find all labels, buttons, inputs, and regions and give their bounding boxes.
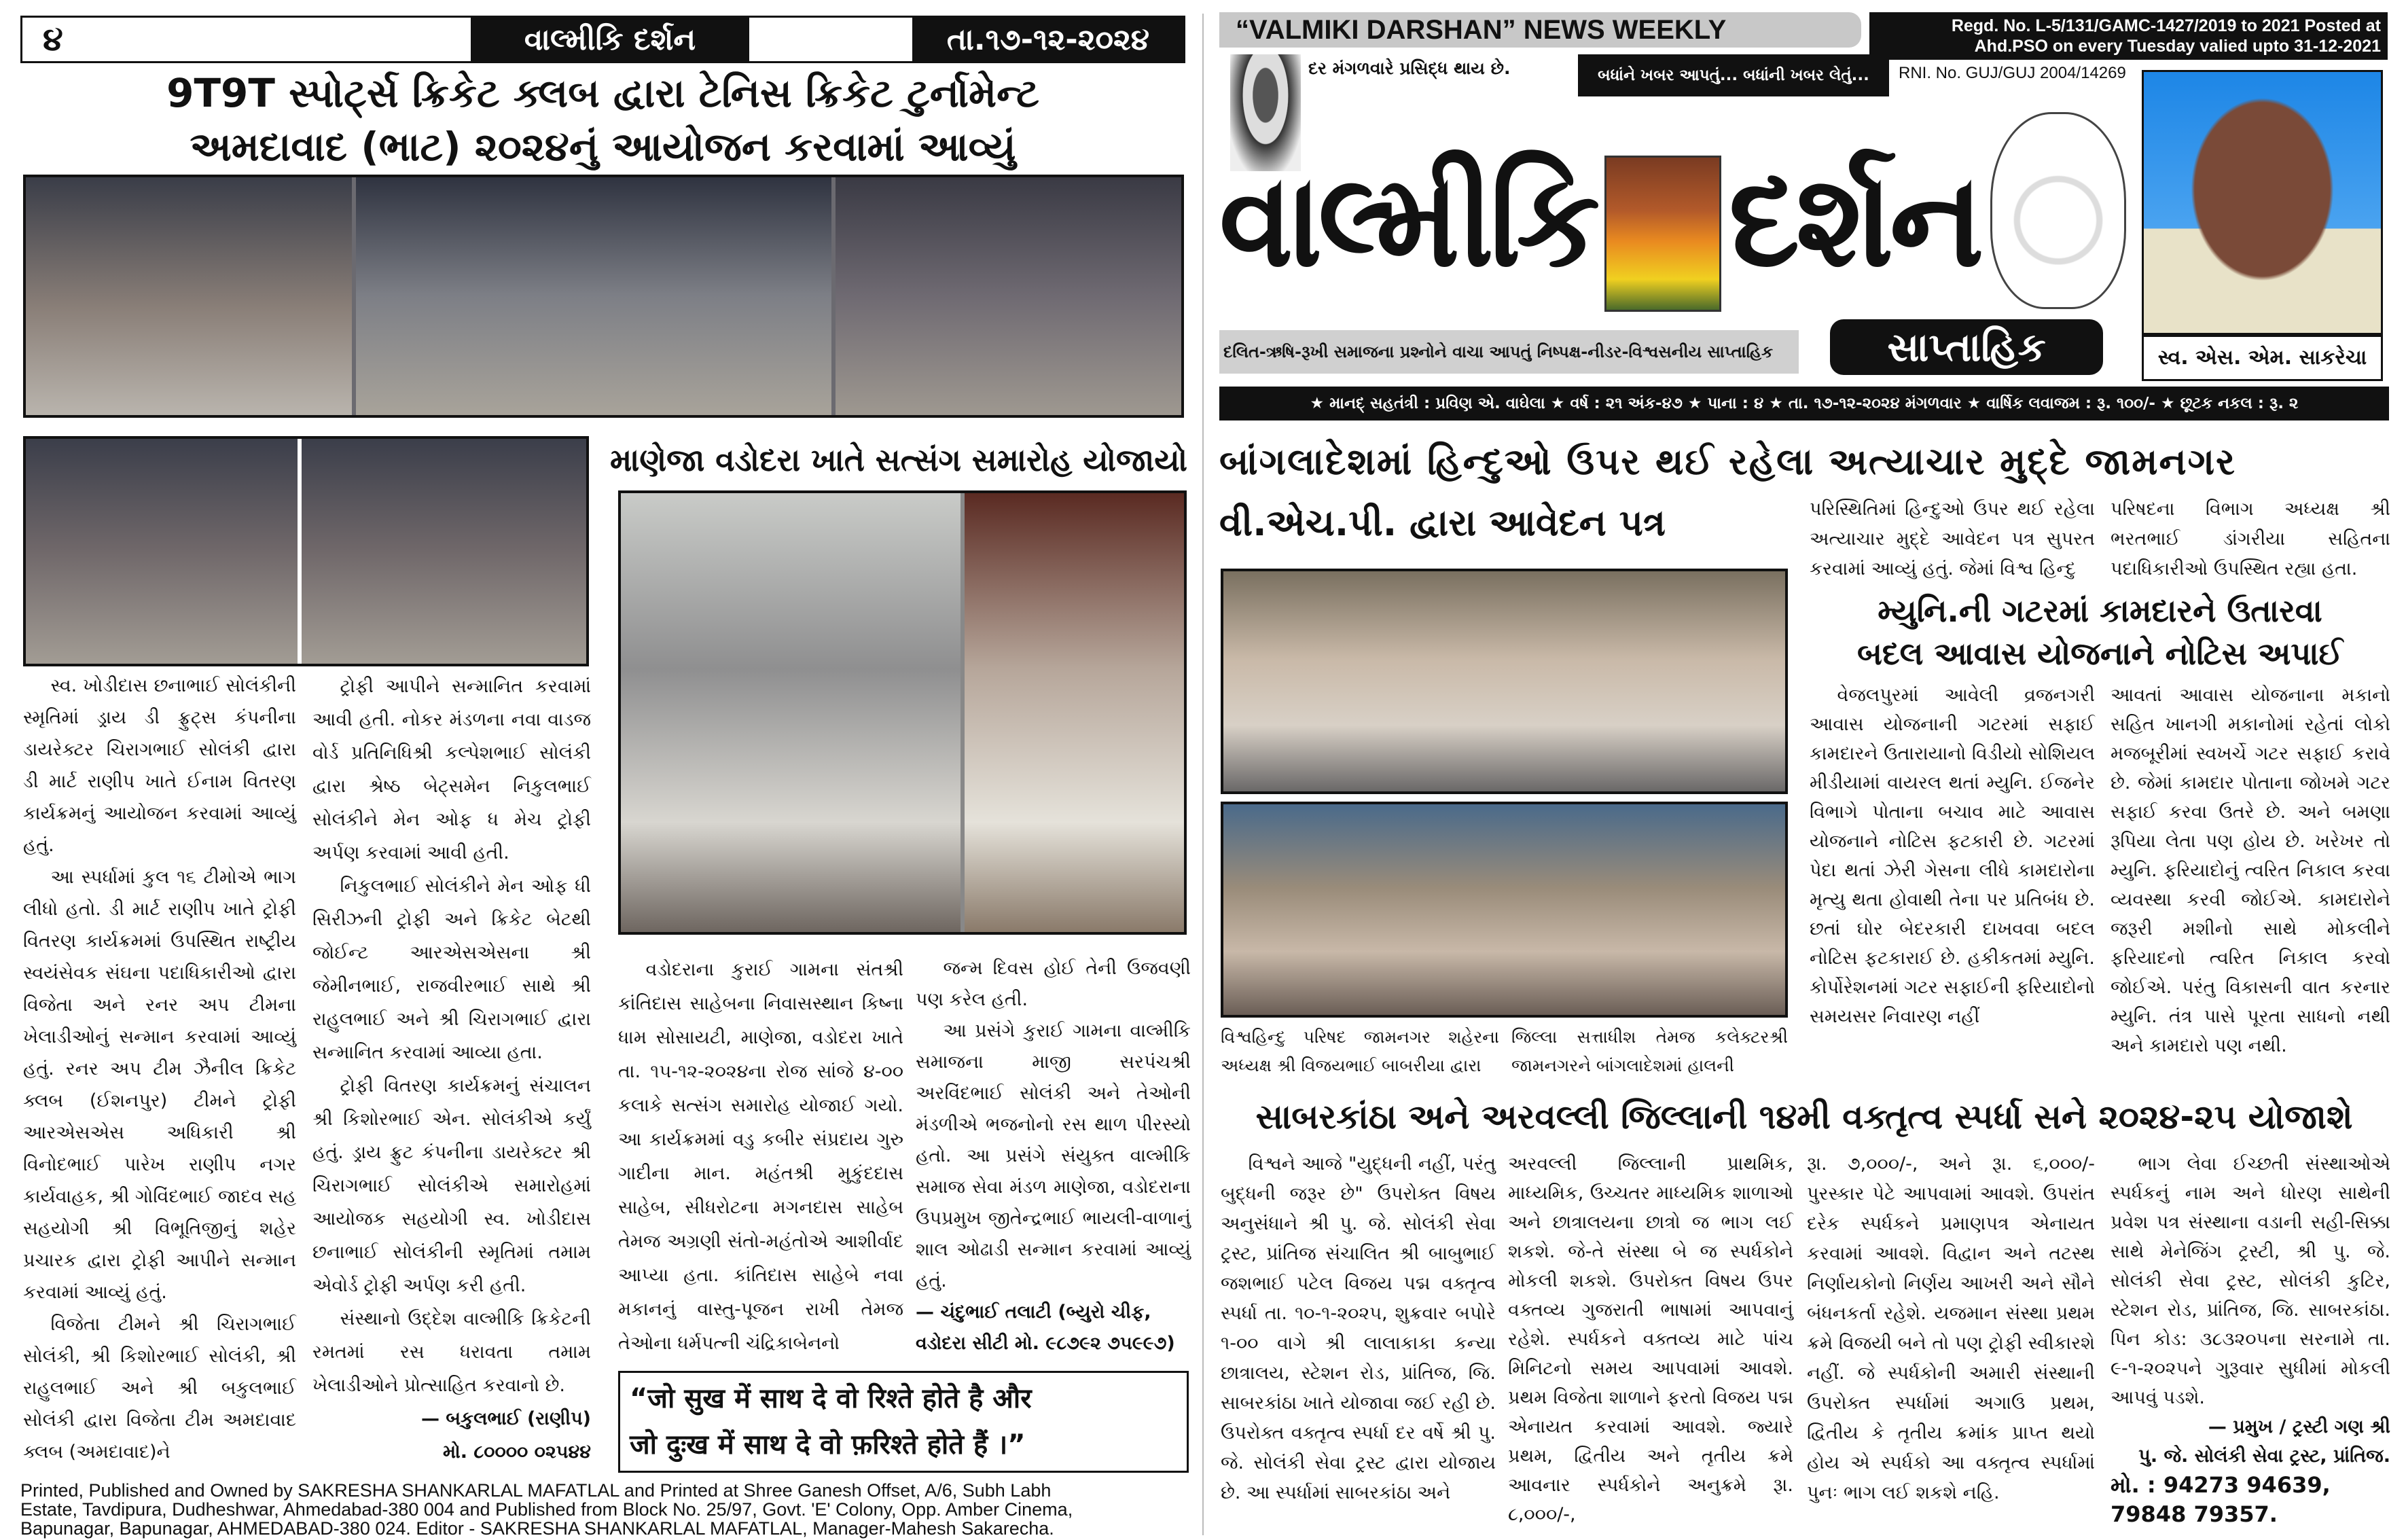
imprint-line-1: Printed, Published and Owned by SAKRESHA SHANKARLAL MAFATLAL and Printed at Shree Ganesh Offset, A/6, Subh Labh <box>20 1480 1052 1501</box>
paragraph: આવતાં આવાસ યોજનાના મકાનો સહિત ખાનગી મકાનોમાં રહેતાં લોકો મજબૂરીમાં સ્વખર્ચે ગટર સફાઈ કરાવે છે. જેમાં કામદાર પોતાના જોખમે ગટર સફાઈ કરવા ઉતરે છે. અને બમણા રૂપિયા લેતા પણ હોય છે. ખરેખર તો મ્યુનિ. ફરિયાદોનું ત્વરિત નિકાલ કરવા વ્યવસ્થા કરવી જોઈએ. કામદારોને જરૂરી મશીનો સાથે મોકલીને ફરિયાદનો ત્વરિત નિકાલ કરવો જોઈએ. પરંતુ વિકાસની વાત કરનાર મ્યુનિ. તંત્ર પાસે પૂરતા સાધનો નથી અને કામદારો પણ નથી. <box>2111 685 2390 1056</box>
byline-phone: મો. ૮૦૦૦૦ ૦૨૫૪૪ <box>442 1441 591 1463</box>
registration-box <box>1869 12 2388 60</box>
vhp-col-2 <box>2111 495 2390 584</box>
paragraph: આ પ્રસંગે કુરાઈ ગામના વાલ્મીકિ સમાજના માજી સરપંચશ્રી અરવિંદભાઈ સોલંકી અને તેઓની મંડળીએ ભજનોનો રસ થાળ પીરસ્યો હતો. આ પ્રસંગે સંયુક્ત વાલ્મીકિ સમાજ સેવા મંડળ માણેજા, વડોદરાના ઉપપ્રમુખ જીતેન્દ્રભાઈ ભાયલી-વાળાનું શાલ ઓઢાડી સન્માન કરવામાં આવ્યું હતું. <box>916 1020 1191 1291</box>
left-page-header <box>20 16 1185 63</box>
cricket-headline-1: 9T9T સ્પોર્ટ્સ ક્રિકેટ ક્લબ દ્વારા ટેનિસ ક્રિકેટ ટુર્નામેન્ટ <box>166 70 1039 116</box>
satsang-headline: માણેજા વડોદરા ખાતે સત્સંગ સમારોહ યોજાયો <box>610 442 1188 478</box>
byline: — બકુલભાઈ (રાણીપ) <box>420 1408 591 1429</box>
cricket-photo-2 <box>23 436 589 666</box>
byline: — ચંદુભાઈ તલાટી (બ્યુરો ચીફ, વડોદરા સીટી મો. ૯૮૭૯૨ ૭૫૯૯૭) <box>916 1302 1175 1354</box>
byline-phone: મો. : 94273 94639, 79848 79357. <box>2111 1472 2331 1527</box>
info-bar-text: ★ માનદ્ સહતંત્રી : પ્રવિણ એ. વાઘેલા ★ વર્ષ : ૨૧ અંક-૪૭ ★ પાના : ૪ ★ તા. ૧૭-૧૨-૨૦૨૪ મંગળવાર ★ વાર્ષિક લવાજમ : રૂ. ૧૦૦/- ★ છૂટક નકલ : રૂ. ૨ <box>1310 395 2299 412</box>
page-divider <box>1202 14 1204 1535</box>
speech-col-2 <box>1508 1149 1793 1529</box>
paragraph: નિકુલભાઈ સોલંકીને મેન ઓફ ધી સિરીઝની ટ્રોફી અને ક્રિકેટ બેટથી જોઈન્ટ આરએસએસના શ્રી જેમીનભાઈ, રાજવીરભાઈ સાથે શ્રી રાહુલભાઈ અને શ્રી ચિરાગભાઈ દ્વારા સન્માનિત કરવામાં આવ્યા હતા. <box>312 876 591 1063</box>
cricket-col-2 <box>312 670 591 1469</box>
registration-line-2: Ahd.PSO on every Tuesday valied upto 31-12-2021 <box>1974 37 2381 56</box>
vhp-photo-2 <box>1221 802 1788 1018</box>
paragraph: વિશ્વને આજે "યુદ્ધની નહીં, પરંતુ બુદ્ધની જરૂર છે" ઉપરોક્ત વિષય અનુસંધાને શ્રી પુ. જે. સોલંકી સેવા ટ્રસ્ટ, પ્રાંતિજ સંચાલિત શ્રી બાબુભાઈ જશભાઈ પટેલ વિજય પદ્મ વક્તૃત્વ સ્પર્ધા તા. ૧૦-૧-૨૦૨૫, શુક્રવાર બપોરે ૧-૦૦ વાગે શ્રી લાલાકાકા કન્યા છાત્રાલય, સ્ટેશન રોડ, પ્રાંતિજ, જિ. સાબરકાંઠા ખાતે યોજાવા જઈ રહી છે. ઉપરોક્ત વક્તૃત્વ સ્પર્ધા દર વર્ષે શ્રી પુ. જે. સોલંકી સેવા ટ્રસ્ટ દ્વારા યોજાય છે. આ સ્પર્ધામાં સાબરકાંઠા અને <box>1221 1153 1496 1503</box>
vhp-caption-2: જિલ્લા સત્તાધીશ તેમજ કલેક્ટરશ્રી જામનગરને બાંગલાદેશમાં હાલની <box>1511 1027 1788 1075</box>
paragraph: સંસ્થાનો ઉદ્દેશ વાલ્મીકિ ક્રિકેટની રમતમાં રસ ધરાવતા તમામ ખેલાડીઓને પ્રોત્સાહિત કરવાનો છે. <box>312 1308 591 1396</box>
founder-caption-text: સ્વ. એસ. એમ. સાકરેચા <box>2157 346 2367 370</box>
paragraph: સ્વ. ખોડીદાસ છનાભાઈ સોલંકીની સ્મૃતિમાં ડ્રાય ડી ફ્રુટ્સ કંપનીના ડાયરેક્ટર ચિરાગભાઈ સોલંકી દ્વારા ડી માર્ટ રાણીપ ખાતે ઈનામ વિતરણ કાર્યક્રમનું આયોજન કરવામાં આવ્યું હતું. <box>23 675 296 856</box>
registration-line-1: Regd. No. L-5/131/GAMC-1427/2019 to 2021 Posted at <box>1951 16 2381 35</box>
vhp-col-1 <box>1810 495 2095 584</box>
gutter-col-2 <box>2111 681 2390 1060</box>
satsang-photo <box>618 490 1187 935</box>
masthead-title-left: વાલ્મીકિ <box>1219 145 1596 296</box>
byline: — પ્રમુખ / ટ્રસ્ટી ગણ શ્રી <box>2208 1416 2390 1437</box>
quote-line-2: जो दुःख में साथ दे वो फ़रिश्ते होते हैं ।” <box>630 1429 1026 1461</box>
founder-caption <box>2142 335 2383 381</box>
cricket-photo-strip <box>23 175 1184 418</box>
cricket-col-1 <box>23 670 296 1468</box>
news-weekly-text: “VALMIKI DARSHAN” NEWS WEEKLY <box>1236 15 1727 45</box>
paragraph: રૂા. ૭,૦૦૦/-, અને રૂા. ૬,૦૦૦/- પુરસ્કાર પેટે આપવામાં આવશે. ઉપરાંત દરેક સ્પર્ધકને પ્રમાણપત્ર એનાયત કરવામાં આવશે. વિદ્વાન અને તટસ્થ નિર્ણાયકોનો નિર્ણય આખરી અને સૌને બંધનકર્તા રહેશે. યજમાન સંસ્થા પ્રથમ ક્રમે વિજયી બને તો પણ ટ્રોફી સ્વીકારશે નહીં. જે સ્પર્ધકોની અમારી સંસ્થાની ઉપરોક્ત સ્પર્ધામાં અગાઉ પ્રથમ, દ્વિતીય કે તૃતીય ક્રમાંક પ્રાપ્ત થયો હોય એ સ્પર્ધકો આ વક્તૃત્વ સ્પર્ધામાં પુનઃ ભાગ લઈ શકશે નહિ. <box>1807 1153 2095 1503</box>
weekly-badge <box>1830 319 2103 375</box>
published-note: દર મંગળવારે પ્રસિદ્ધ થાય છે. <box>1308 58 1511 78</box>
paragraph: આ સ્પર્ધામાં કુલ ૧૬ ટીમોએ ભાગ લીધો હતો. ડી માર્ટ રાણીપ ખાતે ટ્રોફી વિતરણ કાર્યક્રમમાં ઉપસ્થિત રાષ્ટ્રીય સ્વયંસેવક સંઘના પદાધિકારીઓ દ્વારા વિજેતા અને રનર અપ ટીમના ખેલાડીઓનું સન્માન કરવામાં આવ્યું હતું. રનર અપ ટીમ ઝૈનીલ ક્રિકેટ ક્લબ (ઈશનપુર) ટીમને ટ્રોફી આરએસએસ અધિકારી શ્રી વિનોદભાઈ પારેખ રાણીપ નગર કાર્યવાહક, શ્રી ગોવિંદભાઈ જાદવ સહ સહયોગી શ્રી વિભૂતિજીનું શહેર પ્રચારક દ્વારા ટ્રોફી આપીને સન્માન કરવામાં આવ્યું હતું. <box>23 867 297 1303</box>
masthead-title-right: દર્શન <box>1729 145 1980 296</box>
gutter-col-1 <box>1810 681 2095 1031</box>
motto-text: બધાંને ખબર આપતું... બધાંની ખબર લેતું... <box>1598 67 1869 84</box>
speech-col-1 <box>1221 1149 1496 1508</box>
satsang-col-2 <box>916 953 1191 1359</box>
motto-box <box>1578 54 1889 96</box>
satsang-col-1 <box>618 953 903 1361</box>
vhp-subhead: વી.એચ.પી. દ્વારા આવેદન પત્ર <box>1219 501 1666 544</box>
paragraph: વિજેતા ટીમને શ્રી ચિરાગભાઈ સોલંકી, શ્રી કિશોરભાઈ સોલંકી, શ્રી રાહુલભાઈ અને શ્રી બકુલભાઈ સોલંકી દ્વારા વિજેતા ટીમ અમદાવાદ ક્લબ (અમદાવાદ)ને <box>23 1314 296 1463</box>
gandhi-sketch <box>1990 112 2126 309</box>
paragraph: વડોદરાના કુરાઈ ગામના સંતશ્રી કાંતિદાસ સાહેબના નિવાસસ્થાન કિષ્ના ધામ સોસાયટી, માણેજા, વડોદરા ખાતે તા. ૧૫-૧૨-૨૦૨૪ના રોજ સાંજે ૪-૦૦ કલાકે સત્સંગ સમારોહ યોજાઈ ગયો. આ કાર્યક્રમમાં વડુ કબીર સંપ્રદાય ગુરુ ગાદીના માન. મહંતશ્રી મુકુંદદાસ સાહેબ, સીધરોટના મગનદાસ સાહેબ તેમજ અગ્રણી સંતો-મહંતોએ આશીર્વાદ આપ્યા હતા. કાંતિદાસ સાહેબે નવા મકાનનું વાસ્તુ-પૂજન રાખી તેમજ તેઓના ધર્મપત્ની ચંદ્રિકાબેનનો <box>618 959 903 1354</box>
gutter-headline-1: મ્યુનિ.ની ગટરમાં કામદારને ઉતારવા <box>1878 592 2322 629</box>
byline-org: પુ. જે. સોલંકી સેવા ટ્રસ્ટ, પ્રાંતિજ. <box>2138 1446 2390 1467</box>
rni-number: RNI. No. GUJ/GUJ 2004/14269 <box>1899 64 2126 82</box>
founder-portrait <box>2142 70 2383 335</box>
tagline-text: દલિત-ઋષિ-રૂખી સમાજના પ્રશ્નોને વાચા આપતું નિષ્પક્ષ-નીડર-વિશ્વસનીય સાપ્તાહિક <box>1223 342 1774 361</box>
header-date <box>912 18 1184 61</box>
quote-line-1: “जो सुख में साथ दे वो रिश्ते होते है और <box>630 1383 1032 1414</box>
header-date-text: તા.૧૭-૧૨-૨૦૨૪ <box>946 22 1150 57</box>
vhp-photo-1 <box>1221 569 1788 794</box>
valmiki-image <box>1604 156 1721 312</box>
speech-col-4 <box>2111 1149 2390 1529</box>
paragraph: ટ્રોફી વિતરણ કાર્યક્રમનું સંચાલન શ્રી કિશોરભાઈ એન. સોલંકીએ કર્યું હતું. ડ્રાય ફ્રુટ કંપનીના ડાયરેક્ટર શ્રી ચિરાગભાઈ સોલંકીએ સમારોહમાં આયોજક સહયોગી સ્વ. ખોડીદાસ છનાભાઈ સોલંકીની સ્મૃતિમાં તમામ એવોર્ડ ટ્રોફી અર્પણ કરી હતી. <box>312 1075 591 1296</box>
paragraph: જન્મ દિવસ હોઈ તેની ઉજવણી પણ કરેલ હતી. <box>916 958 1191 1010</box>
imprint-footer <box>20 1481 1189 1538</box>
imprint-line-3: Bapunagar, Bapunagar, AHMEDABAD-380 024. Editor - SAKRESHA SHANKARLAL MAFATLAL, Manager-Mahesh Sakarecha. <box>20 1518 1054 1539</box>
paragraph: વેજલપુરમાં આવેલી વ્રજનગરી આવાસ યોજનાની ગટરમાં સફાઈ કામદારને ઉતારાયાનો વિડીયો સોશિયલ મીડીયામાં વાયરલ થતાં મ્યુનિ. ઈજનેર વિભાગે પોતાના બચાવ માટે આવાસ યોજનાને નોટિસ ફટકારી છે. ગટરમાં પેદા થતાં ઝેરી ગેસના લીધે કામદારોના મૃત્યુ થતા હોવાથી તેના પર પ્રતિબંધ છે. છતાં ઘોર બેદરકારી દાખવવા બદલ નોટિસ ફટકારાઈ છે. હકીકતમાં મ્યુનિ. કોર્પોરેશનમાં ગટર સફાઈની ફરિયાદોનો સમયસર નિવારણ નહીં <box>1810 685 2095 1027</box>
paragraph: ટ્રોફી આપીને સન્માનિત કરવામાં આવી હતી. નોકર મંડળના નવા વાડજ વોર્ડ પ્રતિનિધિશ્રી કલ્પેશભાઈ સોલંકી દ્વારા શ્રેષ્ઠ બેટ્સમેન નિકુલભાઈ સોલંકીને મેન ઓફ ધ મેચ ટ્રોફી અર્પણ કરવામાં આવી હતી. <box>312 676 591 863</box>
speech-headline: સાબરકાંઠા અને અરવલ્લી જિલ્લાની ૧૪મી વક્તૃત્વ સ્પર્ધા સને ૨૦૨૪-૨૫ યોજાશે <box>1255 1097 2353 1136</box>
tagline-box <box>1219 330 1799 374</box>
info-bar <box>1219 387 2389 420</box>
paragraph: અરવલ્લી જિલ્લાની પ્રાથમિક, માધ્યમિક, ઉચ્ચતર માધ્યમિક શાળાઓ અને છાત્રાલયના છાત્રો જ ભાગ લઈ શકશે. જે-તે સંસ્થા બે જ સ્પર્ધકોને મોકલી શકશે. ઉપરોક્ત વિષય ઉપર વક્તવ્ય ગુજરાતી ભાષામાં આપવાનું રહેશે. સ્પર્ધકને વક્તવ્ય માટે પાંચ મિનિટનો સમય આપવામાં આવશે. પ્રથમ વિજેતા શાળાને ફરતો વિજય પદ્મ એનાયત કરવામાં આવશે. જ્યારે પ્રથમ, દ્વિતીય અને તૃતીય ક્રમે આવનાર સ્પર્ધકોને અનુક્રમે રૂા. ૮,૦૦૦/-, <box>1508 1153 1793 1525</box>
paragraph: પરિસ્થિતિમાં હિન્દુઓ ઉપર થઈ રહેલા અત્યાચાર મુદ્દે આવેદન પત્ર સુપરત કરવામાં આવ્યું હતું. જેમાં વિશ્વ હિન્દુ <box>1810 499 2095 579</box>
vhp-caption-1: વિશ્વહિન્દુ પરિષદ જામનગર શહેરના અધ્યક્ષ શ્રી વિજયભાઈ બાબરીયા દ્વારા <box>1221 1027 1499 1075</box>
paragraph: ભાગ લેવા ઈચ્છતી સંસ્થાઓએ સ્પર્ધકનું નામ અને ધોરણ સાથેની પ્રવેશ પત્ર સંસ્થાના વડાની સહી-સિક્કા સાથે મેનેજિંગ ટ્રસ્ટી, શ્રી પુ. જે. સોલંકી સેવા ટ્રસ્ટ, સોલંકી કુટિર, સ્ટેશન રોડ, પ્રાંતિજ, જિ. સાબરકાંઠા. પિન કોડ: ૩૮૩૨૦૫ના સરનામે તા. ૯-૧-૨૦૨૫ને ગુરૂવાર સુધીમાં મોકલી આપવું પડશે. <box>2111 1153 2390 1408</box>
paragraph: પરિષદના વિભાગ અધ્યક્ષ શ્રી ભરતભાઈ ડાંગરીયા સહિતના પદાધિકારીઓ ઉપસ્થિત રહ્યા હતા. <box>2111 499 2390 579</box>
imprint-line-2: Estate, Tavdipura, Dudheshwar, Ahmedabad-380 004 and Published from Block No. 25/97, Govt. 'E' Colony, Opp. Amber Cinema, <box>20 1499 1073 1520</box>
cricket-headline-2: અમદાવાદ (ભાટ) ૨૦૨૪નું આયોજન કરવામાં આવ્યું <box>190 124 1016 170</box>
news-weekly-banner <box>1219 12 1861 48</box>
weekly-text: સાપ્તાહિક <box>1887 323 2046 370</box>
gutter-headline-2: બદલ આવાસ યોજનાને નોટિસ અપાઈ <box>1856 635 2344 672</box>
page-number: ૪ <box>43 20 63 58</box>
speech-col-3 <box>1807 1149 2095 1508</box>
header-paper-name-text: વાલ્મીકિ દર્શન <box>524 22 696 57</box>
vhp-headline: બાંગલાદેશમાં હિન્દુઓ ઉપર થઈ રહેલા અત્યાચાર મુદ્દે જામનગર <box>1219 440 2236 483</box>
header-paper-name <box>471 18 749 61</box>
quote-box <box>618 1371 1189 1473</box>
